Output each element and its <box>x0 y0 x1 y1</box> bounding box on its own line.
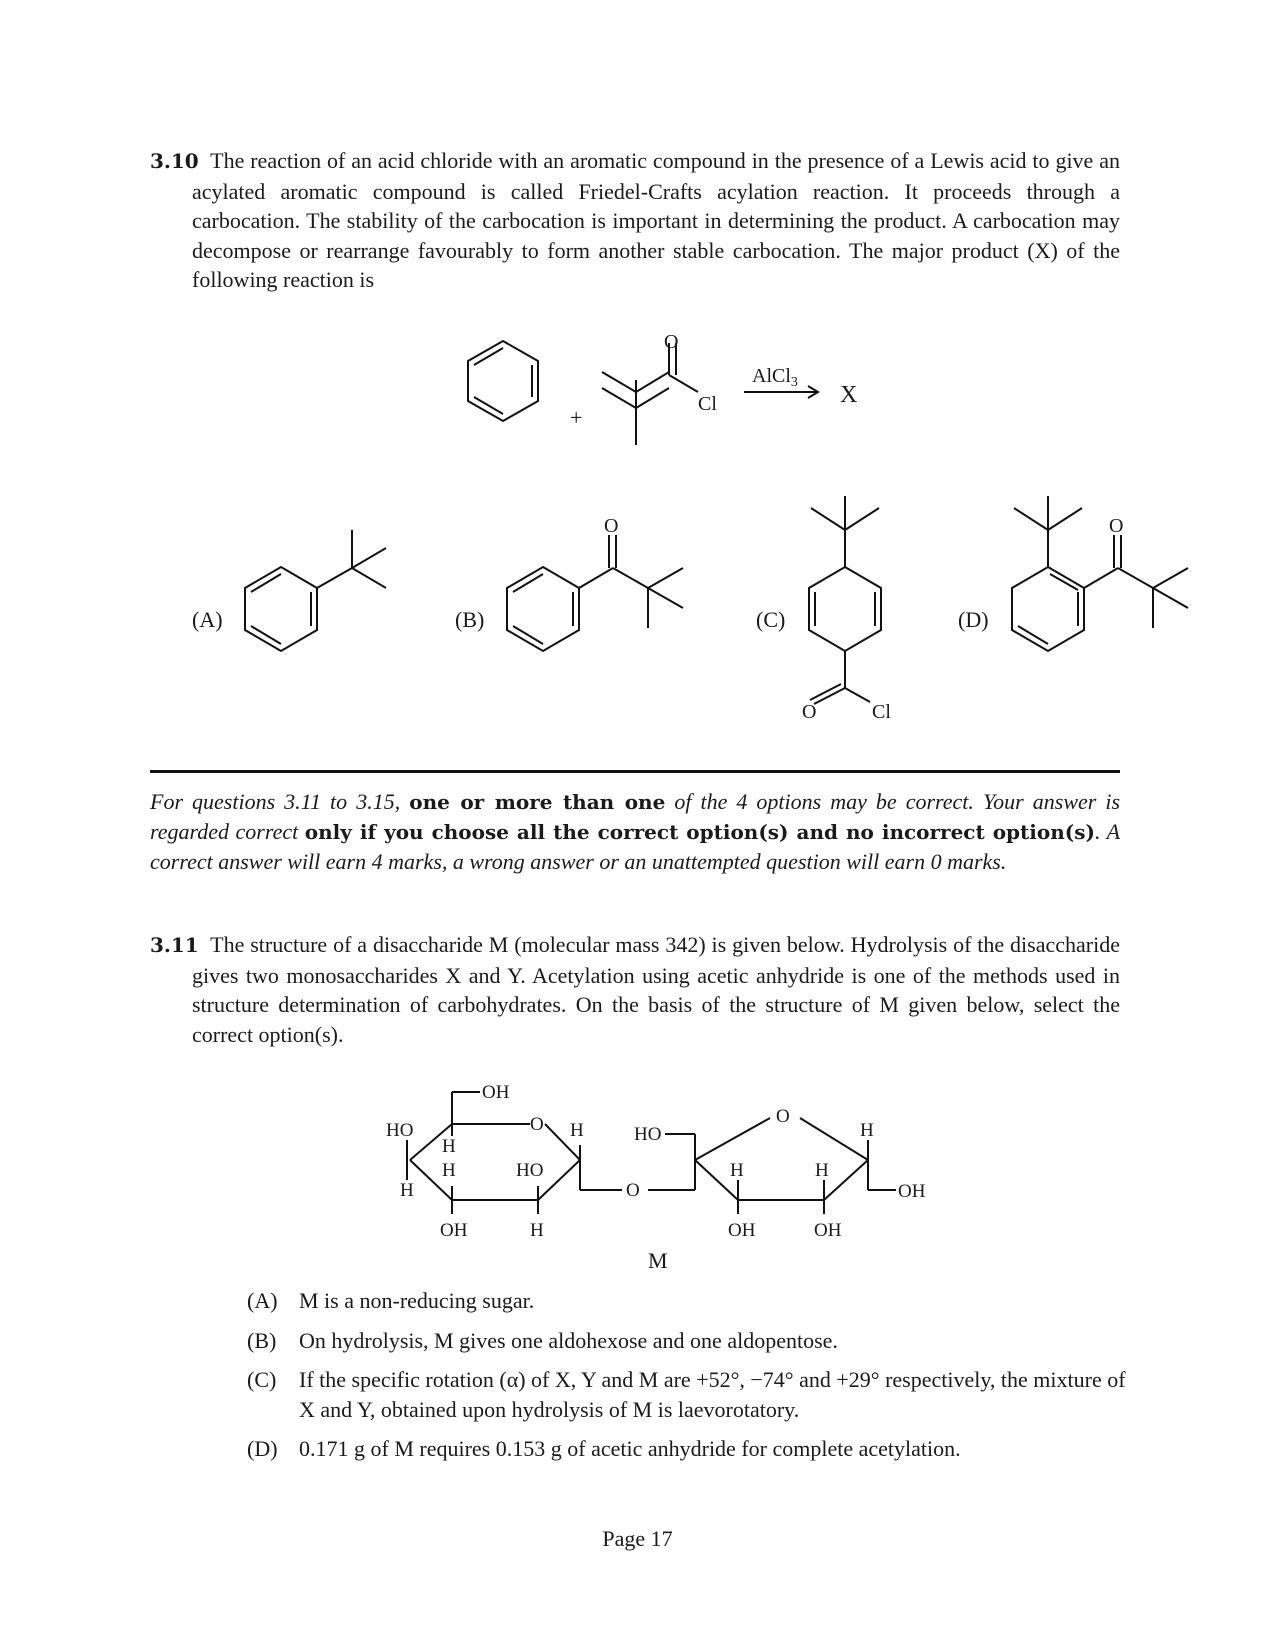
section-instructions: For questions 3.11 to 3.15, one or more than one of the 4 options may be correct. Your answer is regarded correct only if you choose all the correct option(s) and no incorrect option(s). A correct answer will earn 4 marks, a wrong answer or an unattempted question will earn 0 marks. <box>150 789 1121 874</box>
svg-text:O: O <box>776 1106 790 1127</box>
svg-text:HO: HO <box>516 1160 544 1181</box>
svg-text:OH: OH <box>482 1082 510 1103</box>
svg-text:H: H <box>400 1180 414 1201</box>
svg-text:H: H <box>442 1160 456 1181</box>
svg-text:O: O <box>626 1180 640 1201</box>
carbonyl-oxygen: O <box>802 701 817 723</box>
question-number: 3.11 <box>150 933 199 957</box>
option-a-label: (A) <box>192 607 223 632</box>
plus-sign: + <box>570 405 583 430</box>
svg-text:H: H <box>530 1220 544 1241</box>
carbonyl-oxygen: O <box>664 331 679 353</box>
option-d: (D) 0.171 g of M requires 0.153 g of acetic anhydride for complete acetylation. <box>247 1436 961 1461</box>
answer-structures <box>0 480 1275 730</box>
option-b: (B) On hydrolysis, M gives one aldohexose and one aldopentose. <box>247 1327 838 1353</box>
option-a: (A) M is a non-reducing sugar. <box>247 1288 535 1313</box>
chlorine: Cl <box>698 393 717 415</box>
svg-text:OH: OH <box>814 1220 842 1241</box>
section-divider <box>150 770 1120 773</box>
svg-text:OH: OH <box>898 1181 926 1202</box>
carbonyl-oxygen: O <box>1109 515 1124 537</box>
chlorine: Cl <box>872 701 891 723</box>
question-3-10 <box>150 146 1120 295</box>
question-text: The structure of a disaccharide M (molecular mass 342) is given below. Hydrolysis of the disaccharide gives two monosaccharides X and Y. Acetylation using acetic anhydride is one of the methods used in structure determination of carbohydrates. On the basis of the structure of M given below, select the correct option(s). <box>192 932 1120 1047</box>
option-d-label: (D) <box>958 607 989 632</box>
svg-text:H: H <box>442 1136 456 1157</box>
question-3-11 <box>150 930 1120 1049</box>
svg-text:OH: OH <box>440 1220 468 1241</box>
option-c: (C) If the specific rotation (α) of X, Y and M are +52°, −74° and +29° respectively, the mixture of X and Y, obtained upon hydrolysis of M is laevorotatory. <box>247 1367 1126 1422</box>
option-b-label: (B) <box>455 607 485 632</box>
options-3-11 <box>247 1286 1127 1474</box>
product-x: X <box>840 382 858 408</box>
svg-text:H: H <box>860 1120 874 1141</box>
svg-text:H: H <box>570 1120 584 1141</box>
page-number: Page 17 <box>602 1526 673 1551</box>
question-number: 3.10 <box>150 149 199 173</box>
svg-text:H: H <box>815 1160 829 1181</box>
reaction-scheme <box>0 310 1275 450</box>
question-text: The reaction of an acid chloride with an aromatic compound in the presence of a Lewis acid to give an acylated aromatic compound is called Friedel-Crafts acylation reaction. It proceeds through a carbocation. The stability of the carbocation is important in determining the product. A carbocation may decompose or rearrange favourably to form another stable carbocation. The major product (X) of the following reaction is <box>192 148 1120 292</box>
carbonyl-oxygen: O <box>604 515 619 537</box>
svg-text:O: O <box>530 1114 544 1135</box>
reagent: AlCl$_3$ <box>752 365 798 390</box>
benzene-ring <box>468 341 538 421</box>
svg-text:HO: HO <box>634 1124 662 1145</box>
svg-text:HO: HO <box>386 1120 414 1141</box>
svg-text:OH: OH <box>728 1220 756 1241</box>
svg-text:H: H <box>730 1160 744 1181</box>
structure-name: M <box>648 1248 668 1270</box>
disaccharide-structure-m <box>0 1070 1275 1270</box>
option-c-label: (C) <box>756 607 786 632</box>
